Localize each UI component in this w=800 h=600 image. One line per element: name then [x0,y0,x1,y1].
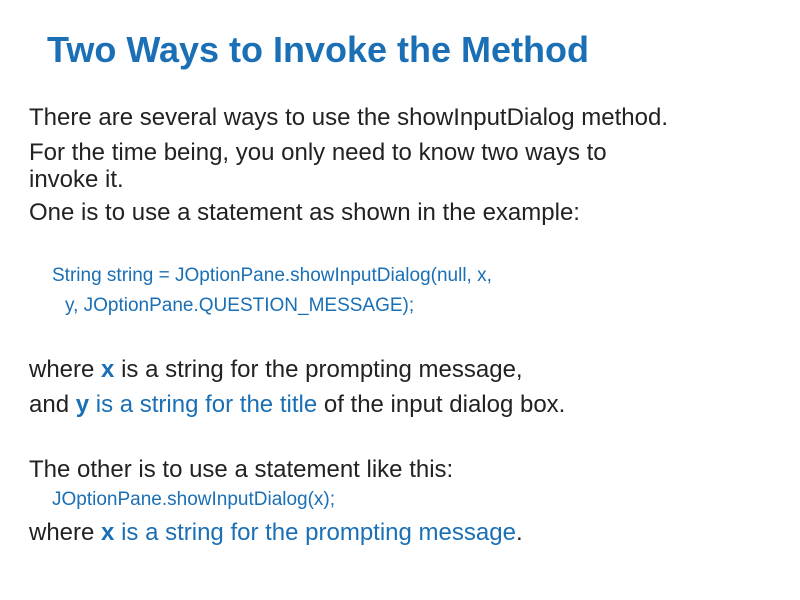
where2-highlight: is a string for the prompting message [114,519,516,546]
and-prefix: and [29,391,76,418]
where2-suffix: . [515,519,523,546]
where-line-1 [29,356,523,384]
and-highlight: is a string for the title [89,391,318,418]
code-line-1b: y, JOptionPane.QUESTION_MESSAGE); [65,295,415,316]
where2-variable: x [101,519,115,546]
other-line: The other is to use a statement like this: [29,456,454,483]
text-line-1: There are several ways to use the showInputDialog method. [29,104,669,131]
text-line-2b: invoke it. [29,166,124,193]
where1-prefix: where [29,356,102,383]
and-variable: y [75,391,90,418]
and-line [29,391,565,419]
text-line-3: One is to use a statement as shown in the example: [29,199,580,226]
text-line-2a: For the time being, you only need to know two ways to [29,139,607,166]
where-line-2 [29,519,523,547]
and-suffix: of the input dialog box. [317,391,566,418]
code-line-1a: String string = JOptionPane.showInputDialog(null, x, [52,265,492,286]
slide-title: Two Ways to Invoke the Method [47,29,590,70]
where1-variable: x [101,356,115,383]
code-line-2: JOptionPane.showInputDialog(x); [52,489,336,510]
where2-prefix: where [29,519,102,546]
where1-suffix: is a string for the prompting message, [114,356,523,383]
